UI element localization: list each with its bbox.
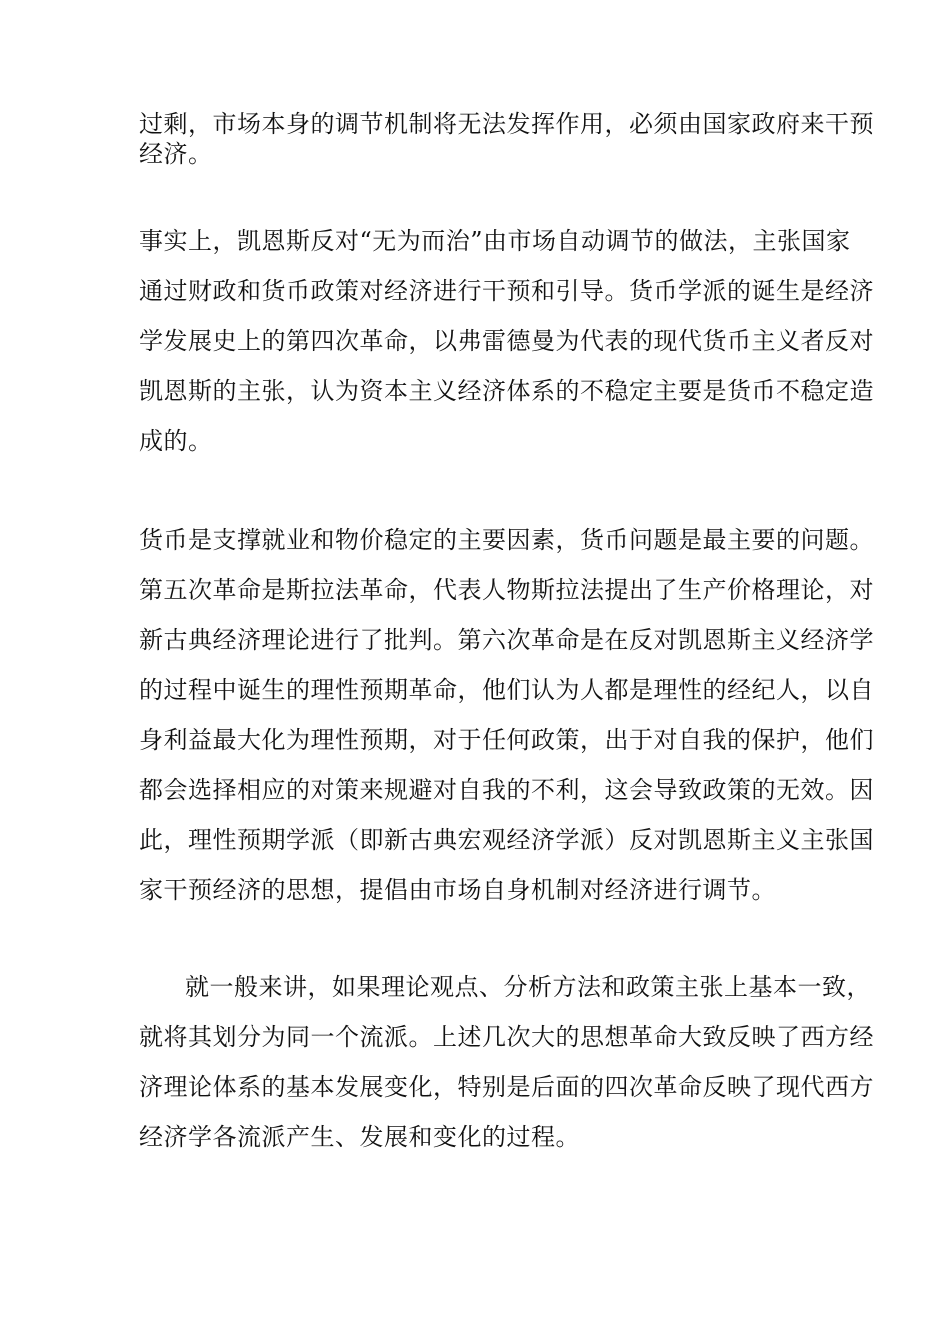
paragraph-2-line-3: 学发展史上的第四次革命，以弗雷德曼为代表的现代货币主义者反对 — [139, 327, 874, 355]
paragraph-2-line-2: 通过财政和货币政策对经济进行干预和引导。货币学派的诞生是经济 — [139, 277, 874, 305]
paragraph-2-line-4: 凯恩斯的主张，认为资本主义经济体系的不稳定主要是货币不稳定造 — [139, 377, 874, 405]
paragraph-3-line-6: 都会选择相应的对策来规避对自我的不利，这会导致政策的无效。因 — [139, 776, 874, 804]
paragraph-3-line-3: 新古典经济理论进行了批判。第六次革命是在反对凯恩斯主义经济学 — [139, 626, 874, 654]
paragraph-3-line-4: 的过程中诞生的理性预期革命，他们认为人都是理性的经纪人，以自 — [139, 676, 874, 704]
paragraph-2-line-1: 事实上，凯恩斯反对“无为而治”由市场自动调节的做法，主张国家 — [139, 227, 851, 255]
paragraph-4-line-2: 就将其划分为同一个流派。上述几次大的思想革命大致反映了西方经 — [139, 1023, 874, 1051]
paragraph-4-line-4: 经济学各流派产生、发展和变化的过程。 — [139, 1123, 580, 1151]
paragraph-3-line-8: 家干预经济的思想，提倡由市场自身机制对经济进行调节。 — [139, 876, 776, 904]
paragraph-4-line-1: 就一般来讲，如果理论观点、分析方法和政策主张上基本一致， — [185, 973, 871, 1001]
paragraph-1-line-1: 过剩，市场本身的调节机制将无法发挥作用，必须由国家政府来干预 — [139, 110, 874, 138]
paragraph-2-line-5: 成的。 — [139, 427, 213, 455]
paragraph-3-line-2: 第五次革命是斯拉法革命，代表人物斯拉法提出了生产价格理论，对 — [139, 576, 874, 604]
paragraph-3-line-1: 货币是支撑就业和物价稳定的主要因素，货币问题是最主要的问题。 — [139, 526, 874, 554]
paragraph-3-line-5: 身利益最大化为理性预期，对于任何政策，出于对自我的保护，他们 — [139, 726, 874, 754]
paragraph-4-line-3: 济理论体系的基本发展变化，特别是后面的四次革命反映了现代西方 — [139, 1073, 874, 1101]
paragraph-1-line-2: 经济。 — [139, 140, 213, 168]
paragraph-3-line-7: 此，理性预期学派（即新古典宏观经济学派）反对凯恩斯主义主张国 — [139, 826, 874, 854]
